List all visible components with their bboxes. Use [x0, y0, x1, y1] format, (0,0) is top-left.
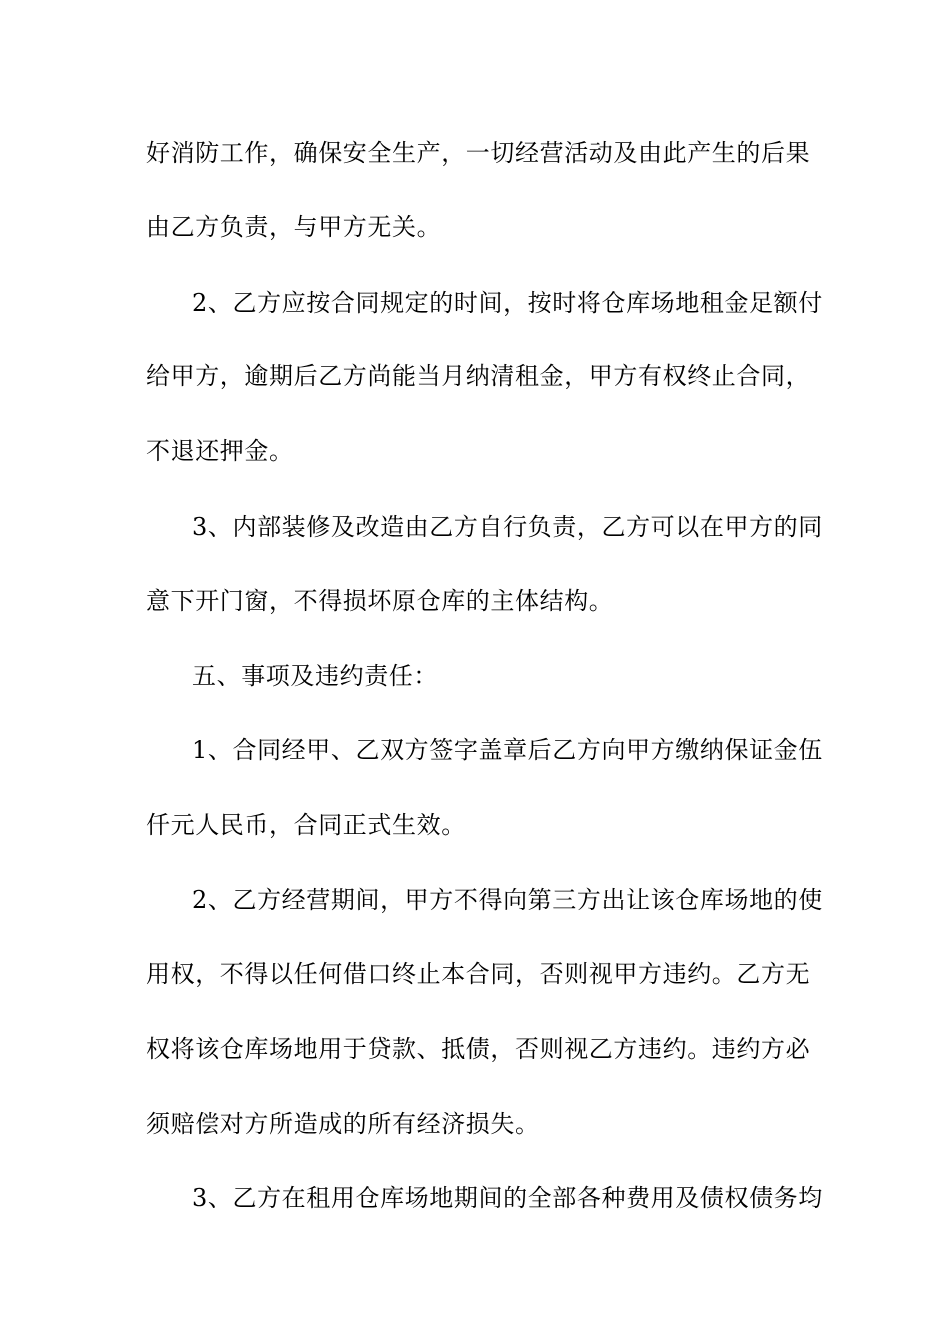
paragraph-start-line: 1、合同经甲、乙双方签字盖章后乙方向甲方缴纳保证金伍	[192, 736, 823, 764]
text-line: 不退还押金。	[146, 437, 294, 465]
text-line: 由乙方负责，与甲方无关。	[146, 213, 442, 241]
text-line: 意下开门窗，不得损坏原仓库的主体结构。	[146, 587, 614, 615]
text-line: 好消防工作，确保安全生产，一切经营活动及由此产生的后果	[146, 139, 811, 167]
paragraph-start-line: 3、乙方在租用仓库场地期间的全部各种费用及债权债务均	[192, 1184, 823, 1212]
text-line: 仟元人民币，合同正式生效。	[146, 811, 466, 839]
text-line: 权将该仓库场地用于贷款、抵债，否则视乙方违约。违约方必	[146, 1035, 811, 1063]
text-line: 用权，不得以任何借口终止本合同，否则视甲方违约。乙方无	[146, 960, 811, 988]
text-line: 须赔偿对方所造成的所有经济损失。	[146, 1110, 540, 1138]
text-line: 给甲方，逾期后乙方尚能当月纳清租金，甲方有权终止合同，	[146, 362, 811, 390]
paragraph-start-line: 3、内部装修及改造由乙方自行负责，乙方可以在甲方的同	[192, 513, 823, 541]
paragraph-start-line: 2、乙方经营期间，甲方不得向第三方出让该仓库场地的使	[192, 886, 823, 914]
section-heading: 五、事项及违约责任：	[192, 662, 438, 690]
paragraph-start-line: 2、乙方应按合同规定的时间，按时将仓库场地租金足额付	[192, 289, 823, 317]
